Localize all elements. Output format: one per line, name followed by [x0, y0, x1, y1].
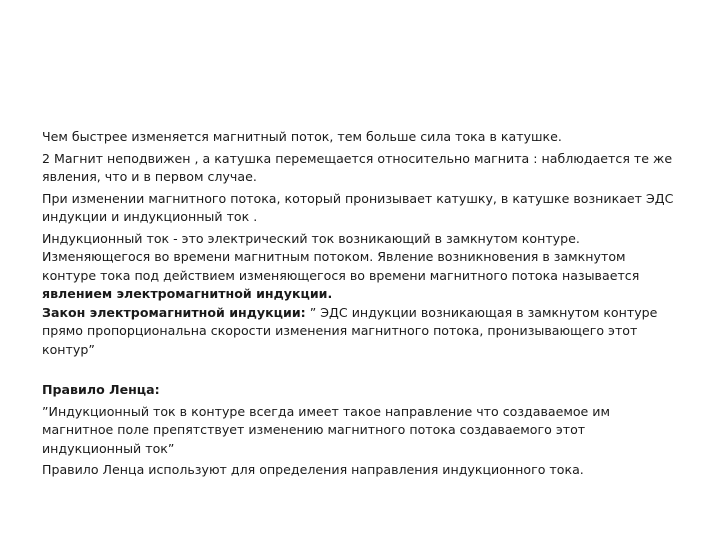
lenz-rule-heading: Правило Ленца: [42, 382, 160, 397]
paragraph-magnet-stationary: 2 Магнит неподвижен , а катушка перемещается относительно магнита : наблюдается те же явления, что и в первом случае. [42, 150, 673, 184]
paragraph-induced-current-definition [42, 230, 682, 304]
slide-text-body [42, 128, 682, 480]
lenz-rule-heading-line [42, 381, 682, 400]
spacer [42, 359, 682, 381]
em-induction-term: явлением электромагнитной индукции. [42, 286, 333, 301]
paragraph-induction-law [42, 304, 682, 360]
paragraph-lenz-rule: ”Индукционный ток в контуре всегда имеет такое направление что создаваемое им магнитное поле препятствует изменению магнитного потока создаваемого этот индукционный ток” [42, 403, 610, 456]
paragraph-lenz-usage: Правило Ленца используют для определения направления индукционного тока. [42, 462, 584, 477]
induction-law-text: ” ЭДС индукции возникающая в замкнутом контуре прямо пропорциональна скорости изменения магнитного потока, пронизывающего этот контур” [42, 304, 658, 357]
paragraph-emf-induction: При изменении магнитного потока, который пронизывает катушку, в катушке возникает ЭДС индукции и индукционный ток . [42, 190, 674, 224]
induction-law-heading: Закон электромагнитной индукции: [42, 304, 306, 320]
induced-current-text: Индукционный ток - это электрический ток возникающий в замкнутом контуре. Изменяющегося во времени магнитным потоком. Явление возникновения в замкнутом контуре тока под действием изменяющегося во времени магнитного потока называется [42, 230, 640, 283]
paragraph-flux-rate: Чем быстрее изменяется магнитный поток, тем больше сила тока в катушке. [42, 129, 562, 144]
